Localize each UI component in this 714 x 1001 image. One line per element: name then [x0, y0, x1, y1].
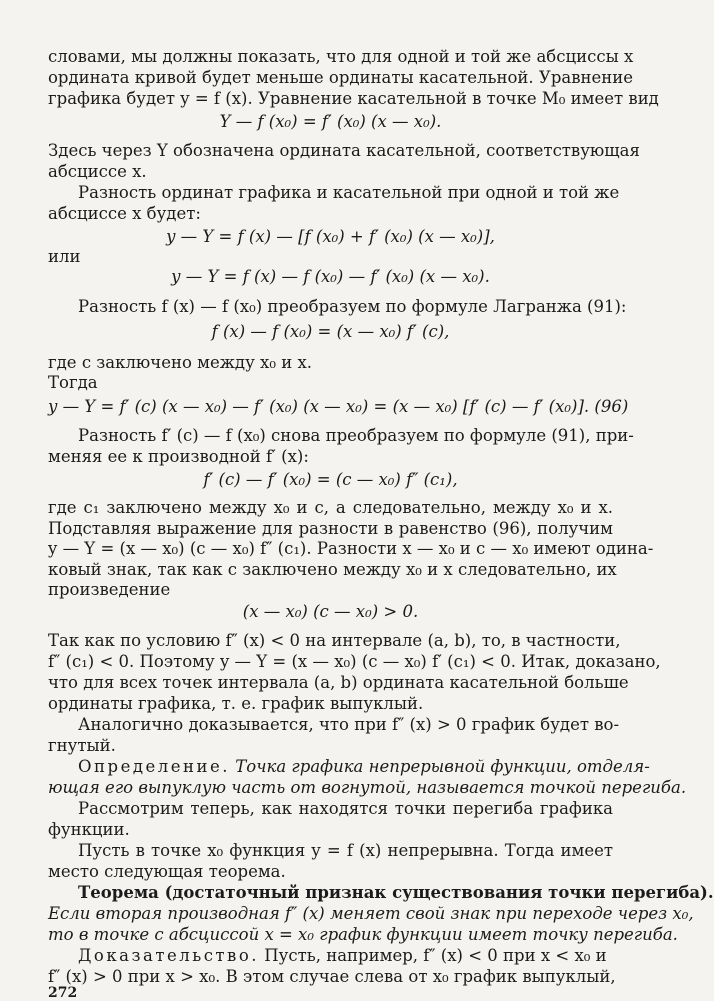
text-line: Тогда: [48, 373, 98, 392]
text-line: словами, мы должны показать, что для одной и той же абсциссы x: [48, 47, 634, 66]
equation: y — Y = f (x) — [f (x₀) + f′ (x₀) (x — x₀)],: [166, 227, 495, 246]
text-line: Разность f′ (c) — f (x₀) снова преобразуем по формуле (91), при-: [78, 426, 634, 445]
proof-line: [78, 945, 613, 966]
definition-text: Точка графика непрерывной функции, отделя-: [235, 757, 650, 776]
theorem-text: Если вторая производная f″ (x) меняет свой знак при переходе через x₀,: [48, 904, 694, 923]
equation: Y — f (x₀) = f′ (x₀) (x — x₀).: [219, 112, 442, 131]
equation: f′ (c) — f′ (x₀) = (c — x₀) f″ (c₁),: [203, 470, 458, 489]
text-line: абсциссе x.: [48, 162, 147, 181]
definition-label: Определение.: [78, 757, 231, 776]
text-line: Здесь через Y обозначена ордината касательной, соответствующая: [48, 141, 640, 160]
definition-line: [78, 756, 650, 777]
text-line: Рассмотрим теперь, как находятся точки перегиба графика: [78, 799, 613, 818]
equation: y — Y = f (x) — f (x₀) — f′ (x₀) (x — x₀).: [171, 267, 490, 286]
text-line: y — Y = (x — x₀) (c — x₀) f″ (c₁). Разности x — x₀ и c — x₀ имеют одина-: [48, 539, 654, 558]
page-number: 272: [48, 985, 78, 1001]
text-line: f″ (c₁) < 0. Поэтому y — Y = (x — x₀) (c — x₀) f′ (c₁) < 0. Итак, доказано,: [48, 652, 661, 671]
text-line: Разность ординат графика и касательной при одной и той же: [78, 183, 620, 202]
text-line: Аналогично доказывается, что при f″ (x) > 0 график будет во-: [78, 715, 620, 734]
equation: f (x) — f (x₀) = (x — x₀) f′ (c),: [211, 322, 450, 341]
text-line: произведение: [48, 580, 171, 599]
text-line: где c₁ заключено между x₀ и c, а следовательно, между x₀ и x.: [48, 498, 613, 517]
theorem-heading: Теорема (достаточный признак существования точки перегиба).: [78, 883, 714, 902]
text-line: абсциссе x будет:: [48, 204, 201, 223]
text-line: где c заключено между x₀ и x.: [48, 353, 312, 372]
text-line: место следующая теорема.: [48, 862, 286, 881]
text-line: гнутый.: [48, 736, 116, 755]
text-line: ющая его выпуклую часть от вогнутой, называется точкой перегиба.: [48, 778, 687, 797]
text-line: или: [48, 247, 81, 266]
equation: (x — x₀) (c — x₀) > 0.: [242, 602, 419, 621]
equation-96: y — Y = f′ (c) (x — x₀) — f′ (x₀) (x — x₀) = (x — x₀) [f′ (c) — f′ (x₀)]. (96): [48, 397, 629, 416]
text-line: Разность f (x) — f (x₀) преобразуем по формуле Лагранжа (91):: [78, 297, 627, 316]
text-line: ордината кривой будет меньше ординаты касательной. Уравнение: [48, 68, 634, 87]
proof-text: Пусть, например, f″ (x) < 0 при x < x₀ и: [264, 946, 607, 965]
theorem-text: то в точке с абсциссой x = x₀ график функции имеет точку перегиба.: [48, 925, 678, 944]
text-line: Пусть в точке x₀ функция y = f (x) непрерывна. Тогда имеет: [78, 841, 613, 860]
text-line: графика будет y = f (x). Уравнение касательной в точке M₀ имеет вид: [48, 89, 659, 108]
text-line: Подставляя выражение для разности в равенство (96), получим: [48, 519, 613, 538]
text-line: что для всех точек интервала (a, b) ордината касательной больше: [48, 673, 629, 692]
text-line: Так как по условию f″ (x) < 0 на интервале (a, b), то, в частности,: [48, 631, 621, 650]
text-line: ординаты графика, т. е. график выпуклый.: [48, 694, 424, 713]
text-line: функции.: [48, 820, 130, 839]
proof-label: Доказательство.: [78, 946, 260, 965]
text-line: меняя ее к производной f′ (x):: [48, 447, 309, 466]
text-line: ковый знак, так как c заключено между x₀ и x следовательно, их: [48, 560, 617, 579]
text-line: f″ (x) > 0 при x > x₀. В этом случае слева от x₀ график выпуклый,: [48, 967, 616, 986]
